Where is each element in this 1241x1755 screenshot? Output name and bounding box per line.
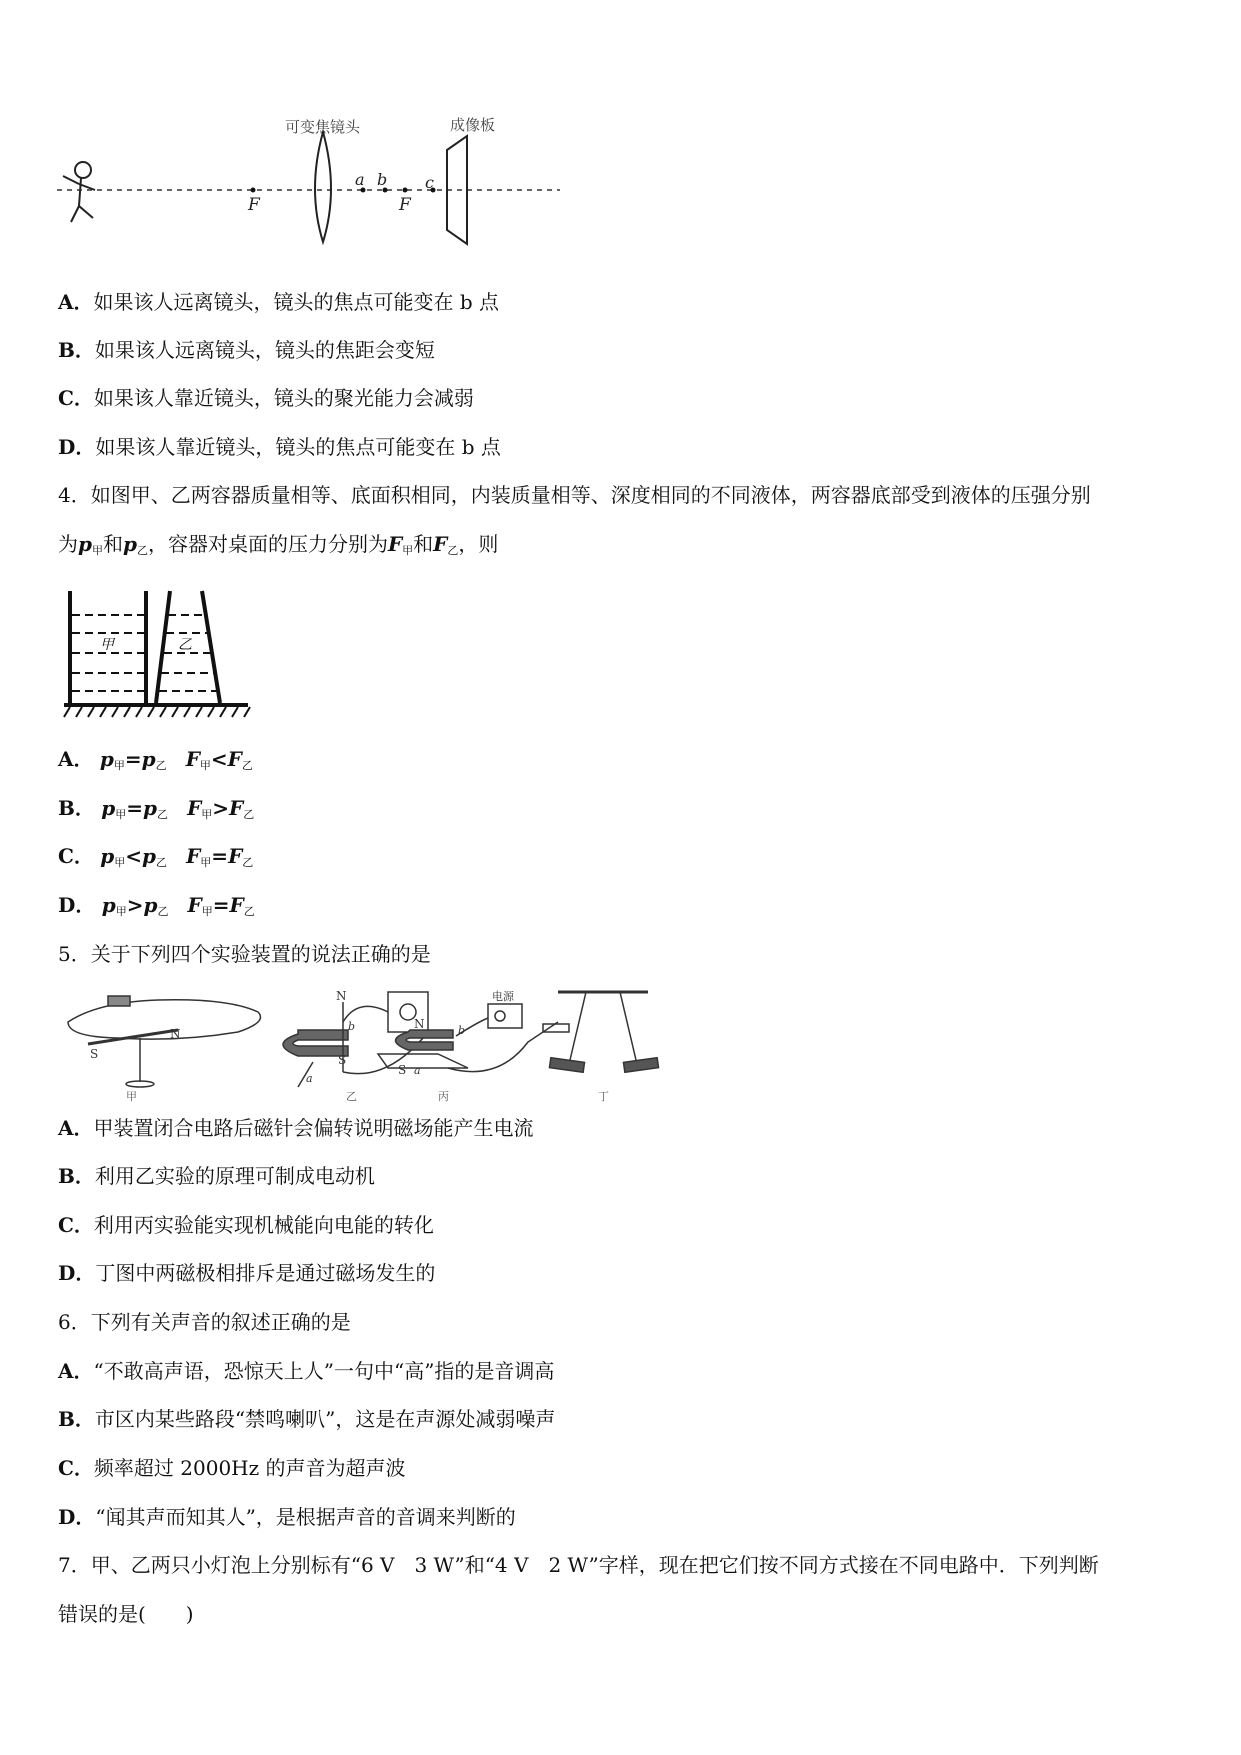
q7-stem-line1: 7．甲、乙两只小灯泡上分别标有“6 V 3 W”和“4 V 2 W”字样，现在把它们按不同方式接在不同电路中．下列判断 [58,1553,1099,1577]
lens-shape [315,132,331,242]
lens-label: 可变焦镜头 [285,118,361,136]
q4-option-d: D． $p_甲>p_乙$ $F_甲=F_乙$ [58,893,255,918]
power-supply-label: 电源 [492,990,514,1003]
focus-right-label: F [399,195,411,215]
q6-option-a: A．“不敢高声语，恐惊天上人”一句中“高”指的是音调高 [58,1359,555,1383]
q5-stem: 5．关于下列四个实验装置的说法正确的是 [58,942,431,966]
svg-text:N: N [170,1027,181,1041]
experiments-figure [58,982,738,1102]
q4-option-a: A． $p_甲=p_乙$ $F_甲<F_乙$ [58,747,253,772]
q5-option-b: B．利用乙实验的原理可制成电动机 [58,1164,375,1188]
q4-option-b: B． $p_甲=p_乙$ $F_甲>F_乙$ [58,796,255,821]
q4-stem-line1: 4．如图甲、乙两容器质量相等、底面积相同，内装质量相等、深度相同的不同液体，两容器底部受到液体的压强分别 [58,483,1091,507]
q5-option-c: C．利用丙实验能实现机械能向电能的转化 [58,1213,434,1237]
svg-text:b: b [458,1024,466,1037]
svg-text:S: S [398,1063,407,1077]
svg-text:N: N [414,1017,425,1031]
svg-text:N: N [336,989,347,1003]
svg-text:S: S [90,1047,99,1061]
experiment-bing-label: 丙 [438,1090,449,1102]
q6-option-c: C．频率超过 2000Hz 的声音为超声波 [58,1456,406,1480]
experiment-jia [68,996,261,1087]
q3-option-d: D．如果该人靠近镜头，镜头的焦点可能变在 b 点 [58,435,501,459]
experiment-jia-label: 甲 [126,1090,137,1102]
screen-label: 成像板 [450,116,496,134]
q6-option-d: D．“闻其声而知其人”，是根据声音的音调来判断的 [58,1505,516,1529]
svg-text:S: S [338,1053,347,1067]
container-jia-label: 甲 [100,637,114,653]
containers-figure [62,583,252,723]
q4-option-c: C． $p_甲<p_乙$ $F_甲=F_乙$ [58,844,254,869]
svg-text:b: b [348,1020,356,1033]
q4-stem-line2: 为$p_甲$和$p_乙$，容器对桌面的压力分别为$F_甲$和$F_乙$，则 [58,532,499,557]
person-icon [63,162,95,222]
point-c-label: c [425,173,434,192]
q5-option-a: A．甲装置闭合电路后磁针会偏转说明磁场能产生电流 [58,1116,534,1140]
experiment-yi-label: 乙 [346,1090,357,1102]
experiment-ding-label: 丁 [598,1090,609,1102]
q3-option-a: A．如果该人远离镜头，镜头的焦点可能变在 b 点 [58,290,500,314]
svg-text:a: a [306,1072,313,1085]
point-b-label: b [377,170,388,189]
q6-stem: 6．下列有关声音的叙述正确的是 [58,1310,351,1334]
q6-option-b: B．市区内某些路段“禁鸣喇叭”，这是在声源处减弱噪声 [58,1407,556,1431]
svg-text:a: a [414,1064,421,1077]
q5-option-d: D．丁图中两磁极相排斥是通过磁场发生的 [58,1261,436,1285]
lens-figure [55,110,575,260]
q7-stem-line2: 错误的是( ) [58,1602,194,1626]
focus-left-label: F [248,195,260,215]
q3-option-c: C．如果该人靠近镜头，镜头的聚光能力会减弱 [58,386,474,410]
q3-option-b: B．如果该人远离镜头，镜头的焦距会变短 [58,338,435,362]
point-a-label: a [355,170,365,189]
container-yi-label: 乙 [178,637,192,653]
